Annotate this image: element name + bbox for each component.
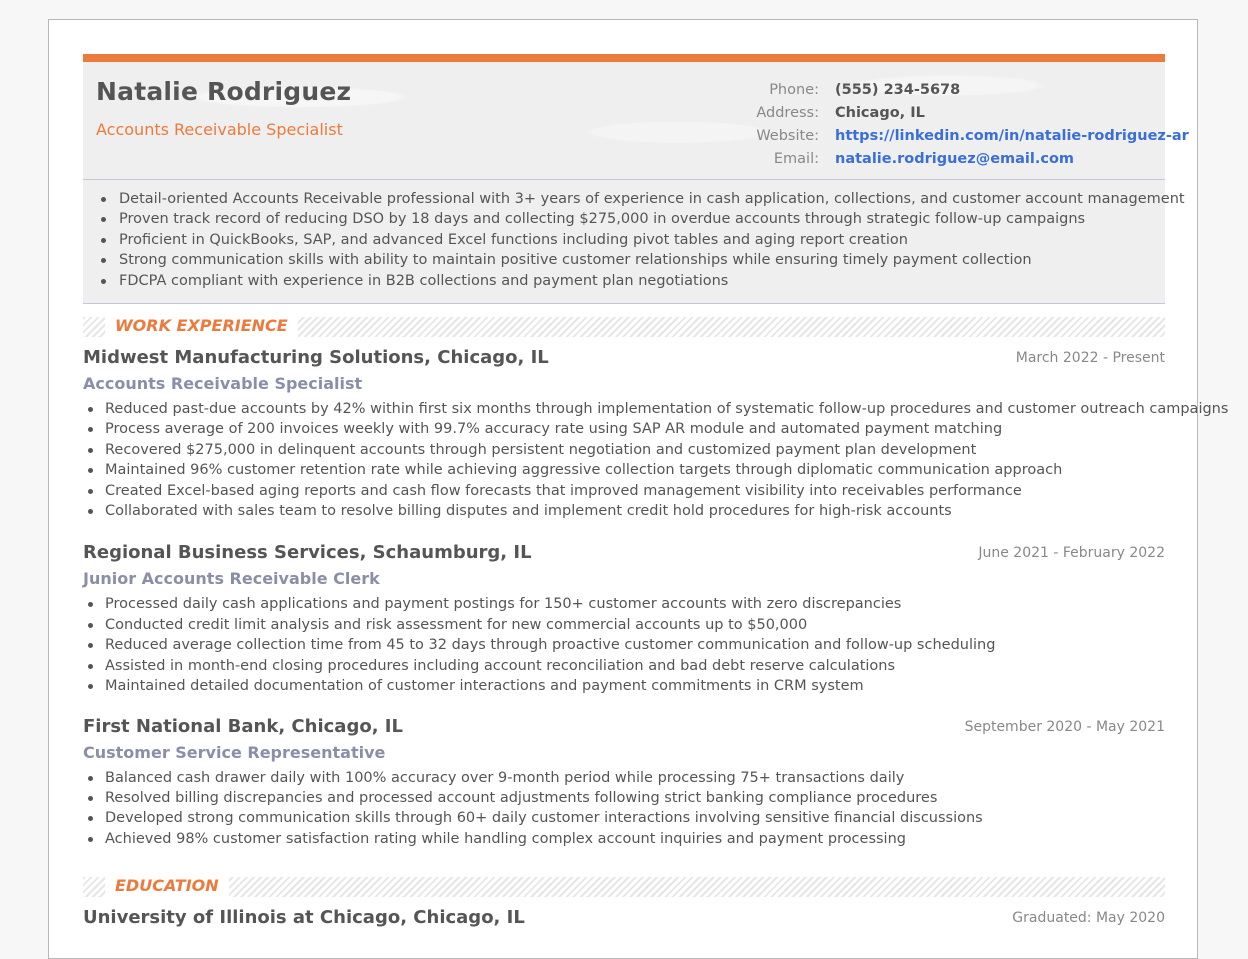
job-bullets bbox=[83, 768, 1165, 850]
website-link[interactable]: https://linkedin.com/in/natalie-rodriguez-ar bbox=[835, 128, 1189, 144]
job-company: Regional Business Services, Schaumburg, IL bbox=[83, 542, 532, 564]
job-bullet: Resolved billing discrepancies and processed account adjustments following strict banking compliance procedures bbox=[83, 788, 1165, 808]
job-bullet: Achieved 98% customer satisfaction rating while handling complex account inquiries and payment processing bbox=[83, 829, 1165, 849]
section-title: EDUCATION bbox=[105, 874, 229, 898]
email-link[interactable]: natalie.rodriguez@email.com bbox=[835, 151, 1075, 167]
job-company: First National Bank, Chicago, IL bbox=[83, 715, 403, 737]
section-title: WORK EXPERIENCE bbox=[105, 314, 298, 338]
summary-item: Proven track record of reducing DSO by 18 days and collecting $275,000 in overdue accounts through strategic follow-up campaigns bbox=[83, 209, 1165, 229]
contact-label: Website: bbox=[756, 128, 819, 144]
job-bullet: Created Excel-based aging reports and cash flow forecasts that improved management visibility into receivables performance bbox=[83, 481, 1165, 501]
contact-label: Phone: bbox=[769, 82, 819, 98]
contact-email bbox=[739, 148, 1152, 171]
job-bullet: Assisted in month-end closing procedures including account reconciliation and bad debt reserve calculations bbox=[83, 656, 1165, 676]
job-bullet: Conducted credit limit analysis and risk assessment for new commercial accounts up to $50,000 bbox=[83, 615, 1165, 635]
work-experience-heading bbox=[83, 317, 1165, 337]
job-bullet: Maintained detailed documentation of customer interactions and payment commitments in CRM system bbox=[83, 676, 1165, 696]
summary-item: FDCPA compliant with experience in B2B collections and payment plan negotiations bbox=[83, 271, 1165, 291]
education-dates: Graduated: May 2020 bbox=[1012, 910, 1165, 927]
job-company: Midwest Manufacturing Solutions, Chicago, IL bbox=[83, 347, 549, 369]
job-bullets bbox=[83, 399, 1229, 521]
job-entry bbox=[83, 541, 1165, 696]
contact-phone bbox=[739, 79, 1152, 102]
job-role: Junior Accounts Receivable Clerk bbox=[83, 569, 380, 589]
job-bullet: Developed strong communication skills through 60+ daily customer interactions involving sensitive financial discussions bbox=[83, 808, 1165, 828]
job-bullets bbox=[83, 594, 1165, 696]
resume-page bbox=[48, 19, 1229, 959]
contact-label: Address: bbox=[756, 105, 819, 121]
job-entry bbox=[83, 346, 1229, 521]
job-bullet: Balanced cash drawer daily with 100% accuracy over 9-month period while processing 75+ transactions daily bbox=[83, 768, 1165, 788]
candidate-title: Accounts Receivable Specialist bbox=[96, 120, 343, 139]
job-bullet: Process average of 200 invoices weekly with 99.7% accuracy rate using SAP AR module and automated payment matching bbox=[83, 419, 1165, 439]
summary-list bbox=[83, 189, 1185, 291]
address-value: Chicago, IL bbox=[835, 105, 925, 121]
education-school: University of Illinois at Chicago, Chicago, IL bbox=[83, 907, 525, 929]
summary-section bbox=[83, 180, 1185, 304]
contact-address bbox=[739, 102, 1152, 125]
job-role: Accounts Receivable Specialist bbox=[83, 374, 363, 394]
job-dates: June 2021 - February 2022 bbox=[978, 545, 1165, 562]
job-bullet: Maintained 96% customer retention rate while achieving aggressive collection targets through diplomatic communication approach bbox=[83, 460, 1165, 480]
education-heading bbox=[83, 877, 1165, 897]
contact-label: Email: bbox=[773, 151, 819, 167]
job-dates: September 2020 - May 2021 bbox=[964, 718, 1165, 735]
job-role: Customer Service Representative bbox=[83, 742, 386, 762]
resume-header bbox=[83, 62, 1189, 180]
job-bullet: Reduced past-due accounts by 42% within first six months through implementation of systematic follow-up procedures and customer outreach campaigns bbox=[83, 399, 1165, 419]
job-entry bbox=[83, 715, 1165, 850]
contact-website bbox=[739, 125, 1189, 148]
contact-block bbox=[739, 79, 1189, 171]
job-bullet: Reduced average collection time from 45 to 32 days through proactive customer communication and follow-up scheduling bbox=[83, 635, 1165, 655]
summary-item: Strong communication skills with ability to maintain positive customer relationships while ensuring timely payment collection bbox=[83, 250, 1165, 270]
summary-item: Proficient in QuickBooks, SAP, and advanced Excel functions including pivot tables and aging report creation bbox=[83, 230, 1165, 250]
job-bullet: Collaborated with sales team to resolve billing disputes and implement credit hold procedures for high-risk accounts bbox=[83, 501, 1165, 521]
phone-value: (555) 234-5678 bbox=[835, 82, 961, 98]
candidate-name: Natalie Rodriguez bbox=[96, 77, 352, 106]
job-dates: March 2022 - Present bbox=[1015, 350, 1165, 367]
accent-bar bbox=[83, 54, 1165, 62]
job-bullet: Recovered $275,000 in delinquent accounts through persistent negotiation and customized payment plan development bbox=[83, 440, 1165, 460]
education-entry bbox=[83, 906, 1165, 930]
summary-item: Detail-oriented Accounts Receivable professional with 3+ years of experience in cash application, collections, and customer account management bbox=[83, 189, 1165, 209]
resume-content bbox=[83, 54, 1229, 930]
job-bullet: Processed daily cash applications and payment postings for 150+ customer accounts with zero discrepancies bbox=[83, 594, 1165, 614]
